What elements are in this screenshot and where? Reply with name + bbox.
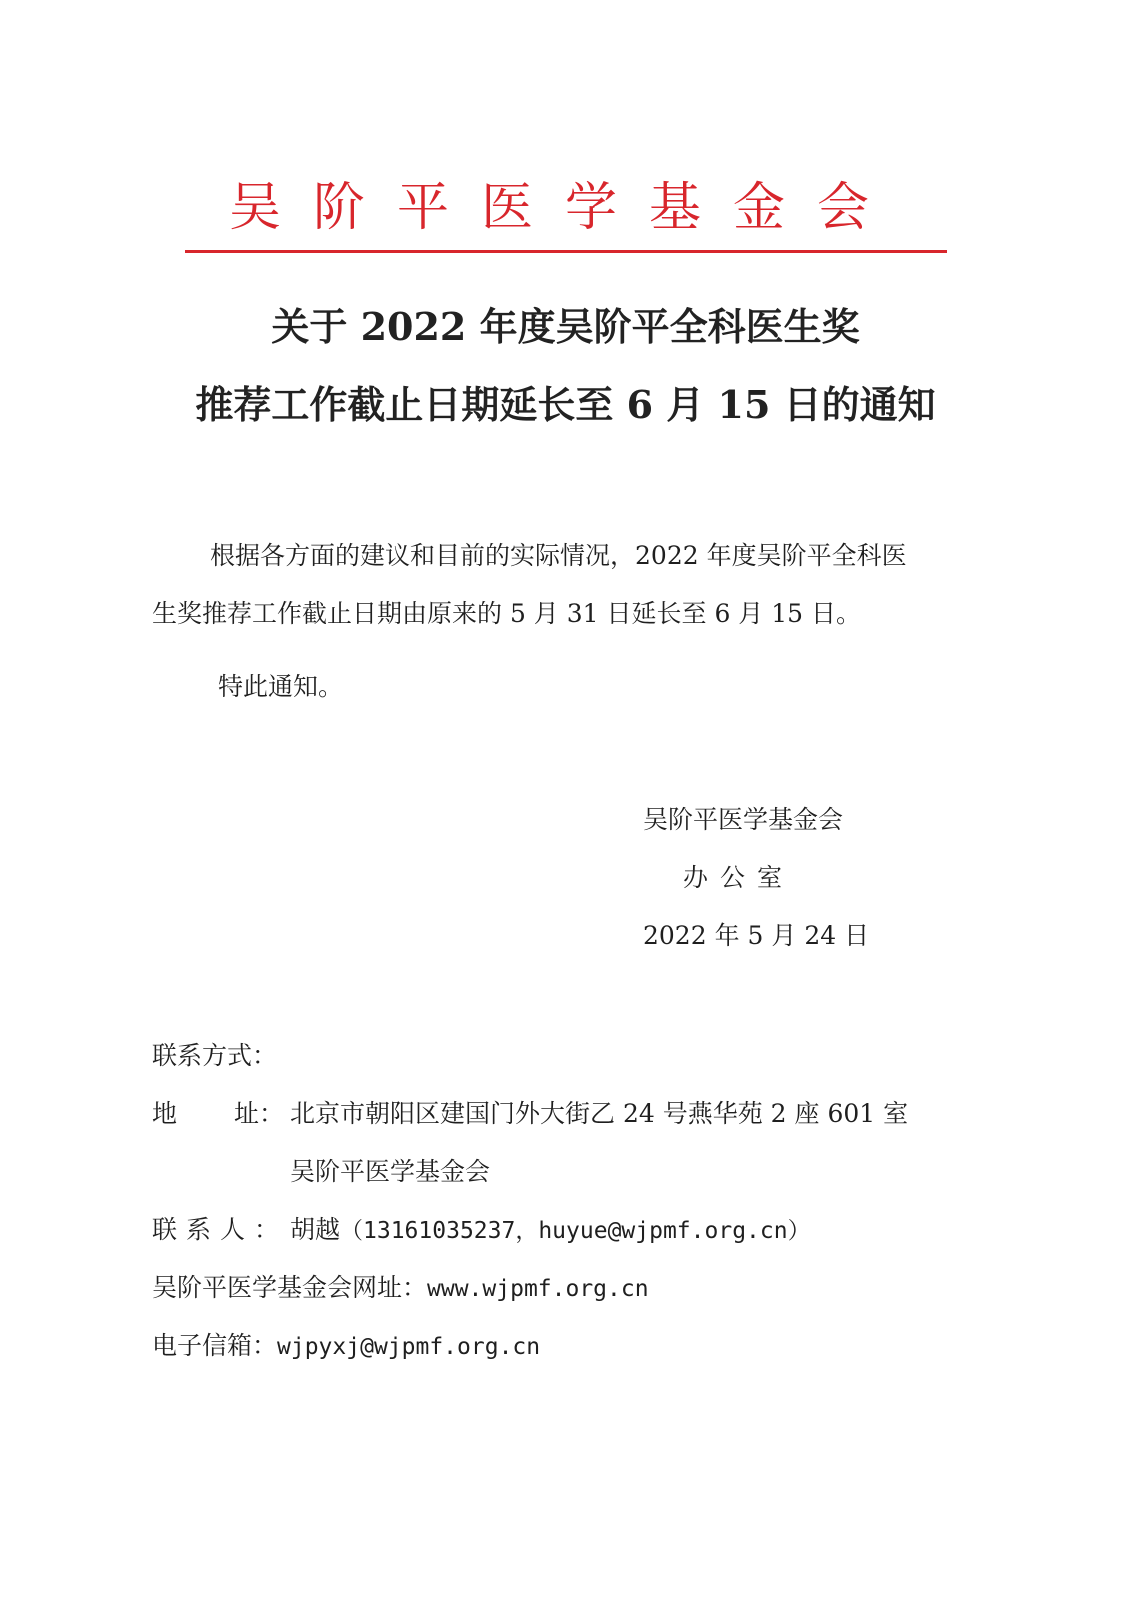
signature-date: 2022 年 5 月 24 日 (643, 921, 870, 950)
email-row (152, 1326, 540, 1362)
body-paragraph-2: 特此通知。 (218, 672, 344, 701)
signature-office: 办公室 (683, 863, 795, 892)
contact-person-label: 联系人： (152, 1215, 289, 1244)
body-paragraph-1-line-1: 根据各方面的建议和目前的实际情况，2022 年度吴阶平全科医 (210, 541, 907, 570)
email-label: 电子信箱： (152, 1331, 278, 1360)
signature-organization: 吴阶平医学基金会 (643, 805, 844, 834)
website-label: 吴阶平医学基金会网址： (152, 1273, 428, 1302)
email-link[interactable]: wjpyxj@wjpmf.org.cn (277, 1334, 541, 1360)
website-link[interactable]: www.wjpmf.org.cn (427, 1276, 649, 1302)
masthead-divider (185, 250, 947, 253)
contact-person-name: 胡越 (290, 1215, 341, 1244)
website-row (152, 1268, 649, 1304)
body-paragraph-1-line-2: 生奖推荐工作截止日期由原来的 5 月 31 日延长至 6 月 15 日。 (152, 599, 862, 628)
address-label-part-1: 地 (152, 1099, 178, 1128)
address-line-2: 吴阶平医学基金会 (290, 1157, 491, 1186)
contact-heading: 联系方式： (152, 1041, 278, 1070)
document-title-line-2: 推荐工作截止日期延长至 6 月 15 日的通知 (195, 382, 936, 427)
address-label-part-2: 址： (234, 1099, 285, 1128)
address-line-1: 北京市朝阳区建国门外大街乙 24 号燕华苑 2 座 601 室 (290, 1099, 909, 1128)
document-title-line-1: 关于 2022 年度吴阶平全科医生奖 (271, 304, 860, 349)
contact-person (290, 1210, 811, 1246)
masthead-organization-name: 吴阶平医学基金会 (228, 178, 901, 238)
contact-person-detail: （13161035237，huyue@wjpmf.org.cn） (340, 1218, 811, 1244)
